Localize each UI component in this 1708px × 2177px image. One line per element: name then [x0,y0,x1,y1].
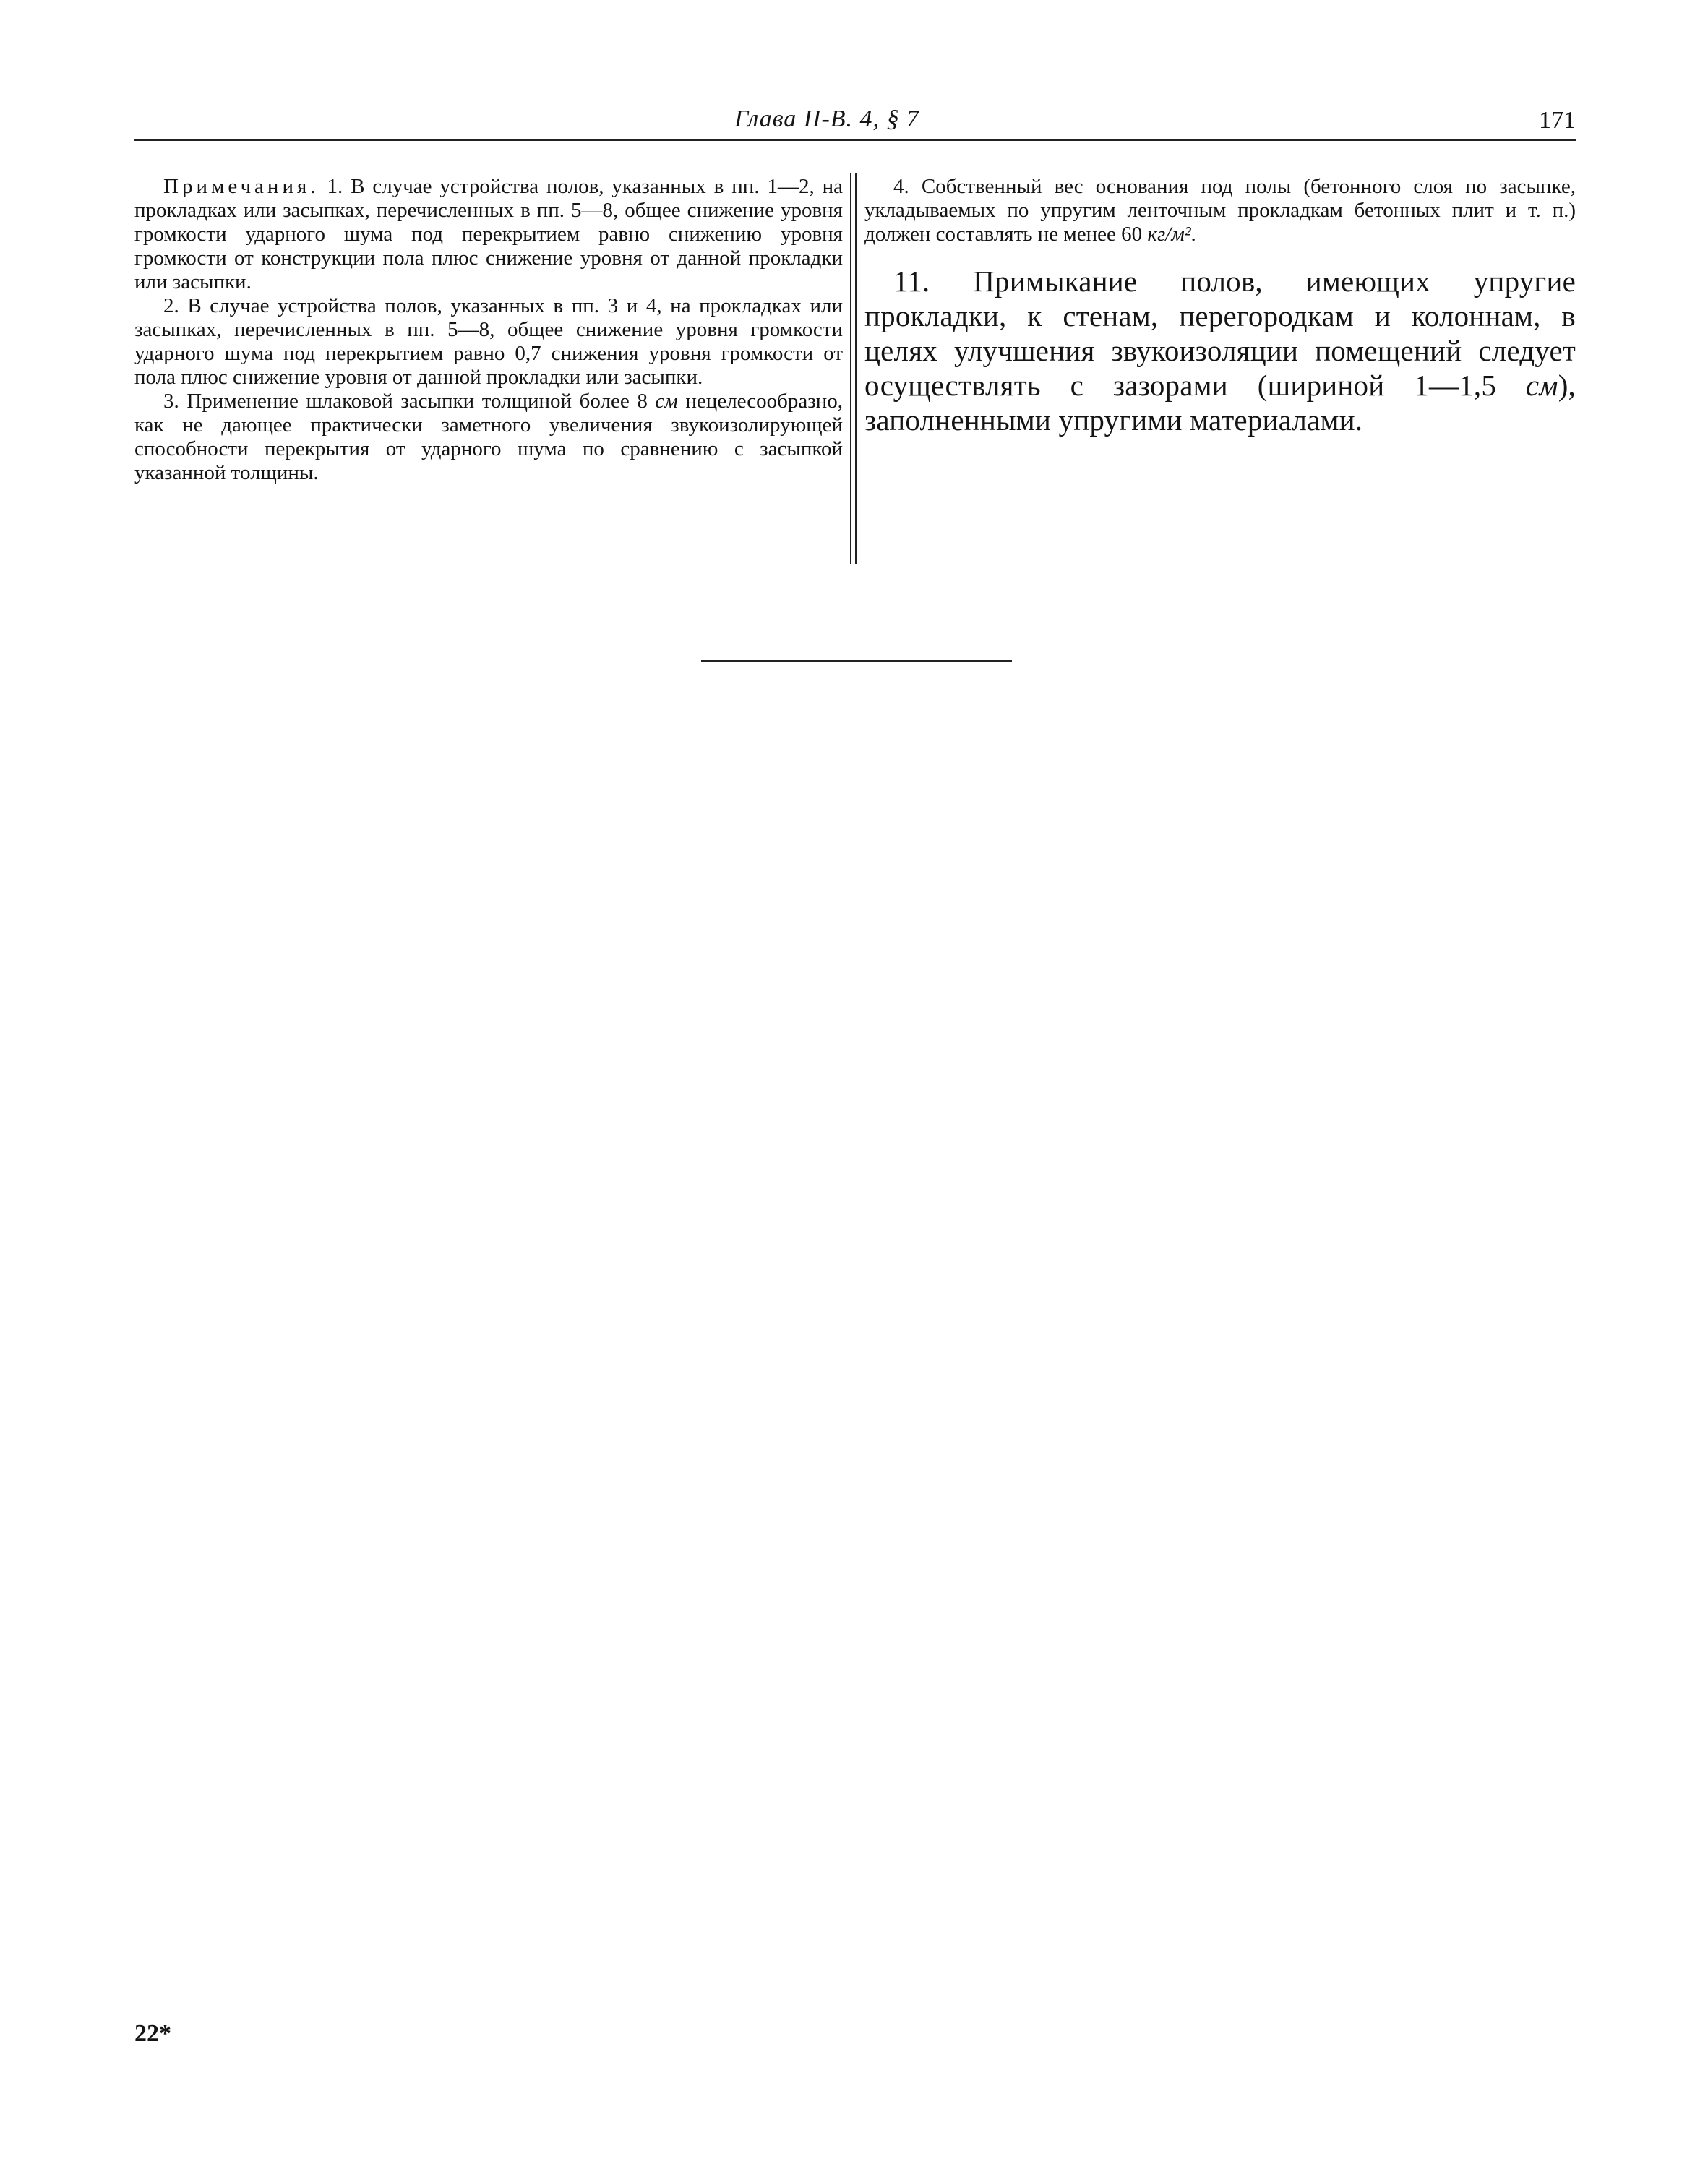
note-1-text: 1. В случае устройства полов, указанных в пп. 1—2, на прокладках или засыпках, перечисленных в пп. 5—8, общее снижение уровня громкости ударного шума под перекрытием равно снижению уровня громкости от конструкции пола плюс снижение уровня от данной прокладки или засыпки. [134,175,843,293]
printer-signature-mark: 22* [134,2020,171,2047]
note-2: 2. В случае устройства полов, указанных в пп. 3 и 4, на прокладках или засыпках, перечисленных в пп. 5—8, общее снижение уровня громкости ударного шума под перекрытием равно 0,7 снижения уровня громкости от пола плюс снижение уровня от данной прокладки или засыпки. [134,294,843,389]
page-header [134,106,1576,140]
right-column [864,175,1576,437]
running-title: Глава II-В. 4, § 7 [734,106,920,132]
paragraph-11-end: ), заполненными упругими материалами. [864,369,1576,437]
note-4-unit: кг/м² [1147,223,1191,246]
note-1 [134,175,843,294]
paragraph-11 [864,264,1576,437]
paragraph-11-unit: см [1525,369,1558,402]
note-3-unit: см [655,390,678,413]
header-rule [134,139,1576,141]
note-4 [864,175,1576,246]
column-divider [850,173,857,564]
note-3 [134,390,843,485]
left-column [134,175,843,485]
note-3-end: нецелесообразно, как не дающее практически заметного увеличения звукоизолирующей способности перекрытия от ударного шума по сравнению с засыпкой указанной толщины. [134,390,843,484]
page-number: 171 [1539,107,1576,134]
note-4-start: 4. Собственный вес основания под полы (бетонного слоя по засыпке, укладываемых по упругим ленточным прокладкам бетонных плит и т. п.) должен составлять не менее 60 [864,175,1576,246]
section-end-rule [701,660,1012,662]
paragraph-11-start: 11. Примыкание полов, имеющих упругие прокладки, к стенам, перегородкам и колоннам, в целях улучшения звукоизоляции помещений следует осуществлять с зазорами (шириной 1—1,5 [864,265,1576,402]
note-3-start: 3. Применение шлаковой засыпки толщиной более 8 [163,390,656,413]
note-4-end: . [1190,223,1196,246]
notes-heading: Примечания. [163,175,319,198]
